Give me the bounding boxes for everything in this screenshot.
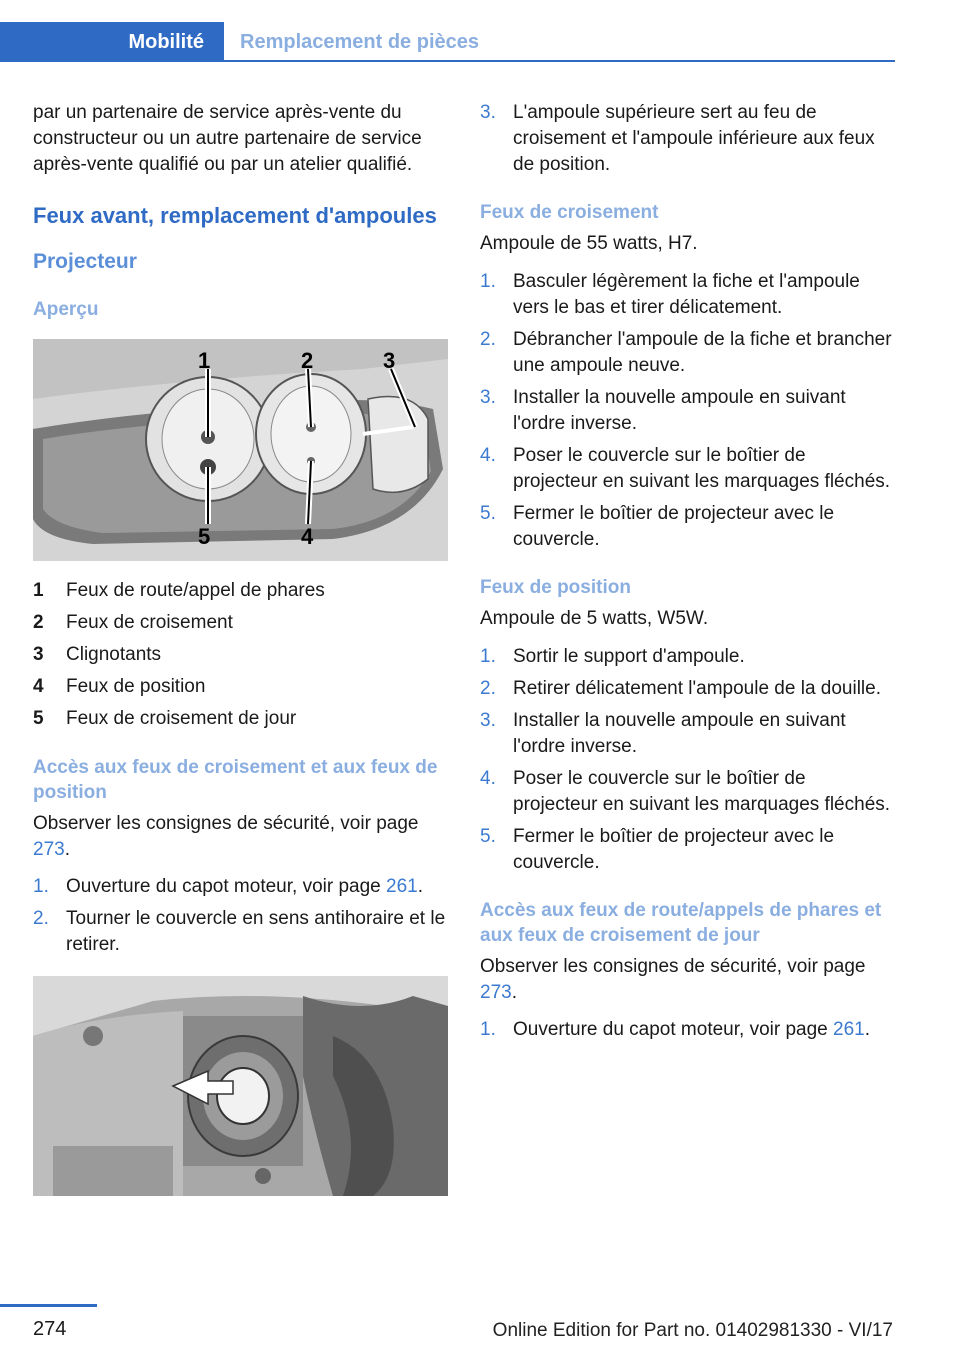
legend-num: 3 <box>33 644 44 665</box>
step-text: Poser le couvercle sur le boîtier de projecteur en suivant les marquages fléchés. <box>513 768 891 815</box>
step-number: 2. <box>480 678 496 699</box>
legend-text: Feux de croisement <box>66 612 233 633</box>
page-number: 274 <box>33 1318 67 1340</box>
step-text: Fermer le boîtier de projecteur avec le couvercle. <box>513 826 835 873</box>
safety-note <box>33 811 448 863</box>
left-column <box>33 100 448 1196</box>
legend-text: Feux de route/appel de phares <box>66 580 325 601</box>
step-text: Sortir le support d'ampoule. <box>513 646 745 667</box>
legend-list <box>33 575 448 735</box>
access-heading: Accès aux feux de croisement et aux feux de position <box>33 757 438 803</box>
intro-text: par un partenaire de service après-vente du constructeur ou un autre partenaire de service après-vente qualifié ou par un atelier qualifié. <box>33 102 422 175</box>
step-item <box>480 644 895 670</box>
step-text: L'ampoule supérieure sert au feu de croisement et l'ampoule inférieure aux feux de position. <box>513 102 875 175</box>
safety-text: Observer les consignes de sécurité, voir page <box>33 813 419 834</box>
overview-heading: Aperçu <box>33 299 99 320</box>
steps-list <box>480 100 895 178</box>
position-heading: Feux de position <box>480 577 631 598</box>
legend-num: 4 <box>33 676 44 697</box>
safety-note <box>480 954 895 1006</box>
step-number: 5. <box>480 503 496 524</box>
section-tab[interactable]: Mobilité <box>0 22 224 62</box>
step-number: 3. <box>480 710 496 731</box>
step-item <box>480 766 895 818</box>
step-number: 3. <box>480 102 496 123</box>
step-text: Ouverture du capot moteur, voir page <box>513 1019 834 1040</box>
legend-item <box>33 703 448 735</box>
access2-heading: Accès aux feux de route/appels de phares et aux feux de croisement de jour <box>480 900 882 946</box>
step-text: Ouverture du capot moteur, voir page <box>66 876 387 897</box>
legend-item <box>33 607 448 639</box>
step-number: 2. <box>480 329 496 350</box>
chapter-tab[interactable]: Remplacement de pièces <box>240 30 479 53</box>
step-text: Retirer délicatement l'ampoule de la douille. <box>513 678 881 699</box>
step-number: 4. <box>480 445 496 466</box>
safety-text: Observer les consignes de sécurité, voir page <box>480 956 866 977</box>
step-number: 1. <box>33 876 49 897</box>
step-item <box>480 100 895 178</box>
safety-end: . <box>511 982 517 1003</box>
callout-1: 1 <box>198 348 211 373</box>
low-beam-bulb: Ampoule de 55 watts, H7. <box>480 233 698 254</box>
step-item <box>480 1017 895 1043</box>
callout-3: 3 <box>383 348 396 373</box>
steps-list <box>33 874 448 958</box>
step-end: . <box>864 1019 870 1040</box>
legend-item <box>33 671 448 703</box>
step-item <box>480 676 895 702</box>
legend-num: 5 <box>33 708 44 729</box>
page-link[interactable]: 261 <box>833 1019 865 1040</box>
step-text: Débrancher l'ampoule de la fiche et brancher une ampoule neuve. <box>513 329 892 376</box>
step-item <box>480 443 895 495</box>
position-steps <box>480 644 895 876</box>
safety-end: . <box>64 839 70 860</box>
legend-num: 1 <box>33 580 44 601</box>
step-item <box>480 501 895 553</box>
headlight-drawing <box>33 339 448 561</box>
engine-bay-drawing <box>33 976 448 1196</box>
step-number: 4. <box>480 768 496 789</box>
step-item <box>33 906 448 958</box>
low-beam-steps <box>480 269 895 553</box>
step-text: Fermer le boîtier de projecteur avec le couvercle. <box>513 503 835 550</box>
step-item <box>33 874 448 900</box>
position-bulb: Ampoule de 5 watts, W5W. <box>480 608 709 629</box>
page-header <box>0 0 960 62</box>
page-number-rule <box>0 1304 97 1307</box>
subsection-title: Projecteur <box>33 250 137 273</box>
callout-2: 2 <box>301 348 314 373</box>
edition-footer: Online Edition for Part no. 01402981330 - VI/17 <box>492 1320 893 1341</box>
callout-5: 5 <box>198 524 211 549</box>
callout-4: 4 <box>301 524 314 549</box>
low-beam-heading: Feux de croisement <box>480 202 659 223</box>
step-number: 1. <box>480 646 496 667</box>
step-item <box>480 824 895 876</box>
legend-text: Clignotants <box>66 644 162 665</box>
step-item <box>480 269 895 321</box>
legend-text: Feux de position <box>66 676 206 697</box>
step-item <box>480 708 895 760</box>
step-item <box>480 385 895 437</box>
step-text: Installer la nouvelle ampoule en suivant l'ordre inverse. <box>513 710 846 757</box>
page-link[interactable]: 273 <box>480 982 512 1003</box>
step-number: 1. <box>480 1019 496 1040</box>
legend-num: 2 <box>33 612 44 633</box>
access2-steps <box>480 1017 895 1043</box>
section-title: Feux avant, remplacement d'ampoules <box>33 203 437 228</box>
step-text: Tourner le couvercle en sens antihoraire et le retirer. <box>66 908 446 955</box>
step-number: 3. <box>480 387 496 408</box>
page-link[interactable]: 273 <box>33 839 65 860</box>
step-end: . <box>417 876 423 897</box>
headlight-illustration <box>33 339 448 561</box>
engine-bay-illustration <box>33 976 448 1196</box>
step-number: 5. <box>480 826 496 847</box>
step-item <box>480 327 895 379</box>
step-number: 1. <box>480 271 496 292</box>
legend-item <box>33 639 448 671</box>
header-rule <box>0 60 895 62</box>
step-text: Poser le couvercle sur le boîtier de projecteur en suivant les marquages fléchés. <box>513 445 891 492</box>
legend-text: Feux de croisement de jour <box>66 708 297 729</box>
step-text: Installer la nouvelle ampoule en suivant l'ordre inverse. <box>513 387 846 434</box>
step-number: 2. <box>33 908 49 929</box>
step-text: Basculer légèrement la fiche et l'ampoule vers le bas et tirer délicatement. <box>513 271 860 318</box>
right-column <box>480 100 895 1043</box>
legend-item <box>33 575 448 607</box>
page-link[interactable]: 261 <box>386 876 418 897</box>
